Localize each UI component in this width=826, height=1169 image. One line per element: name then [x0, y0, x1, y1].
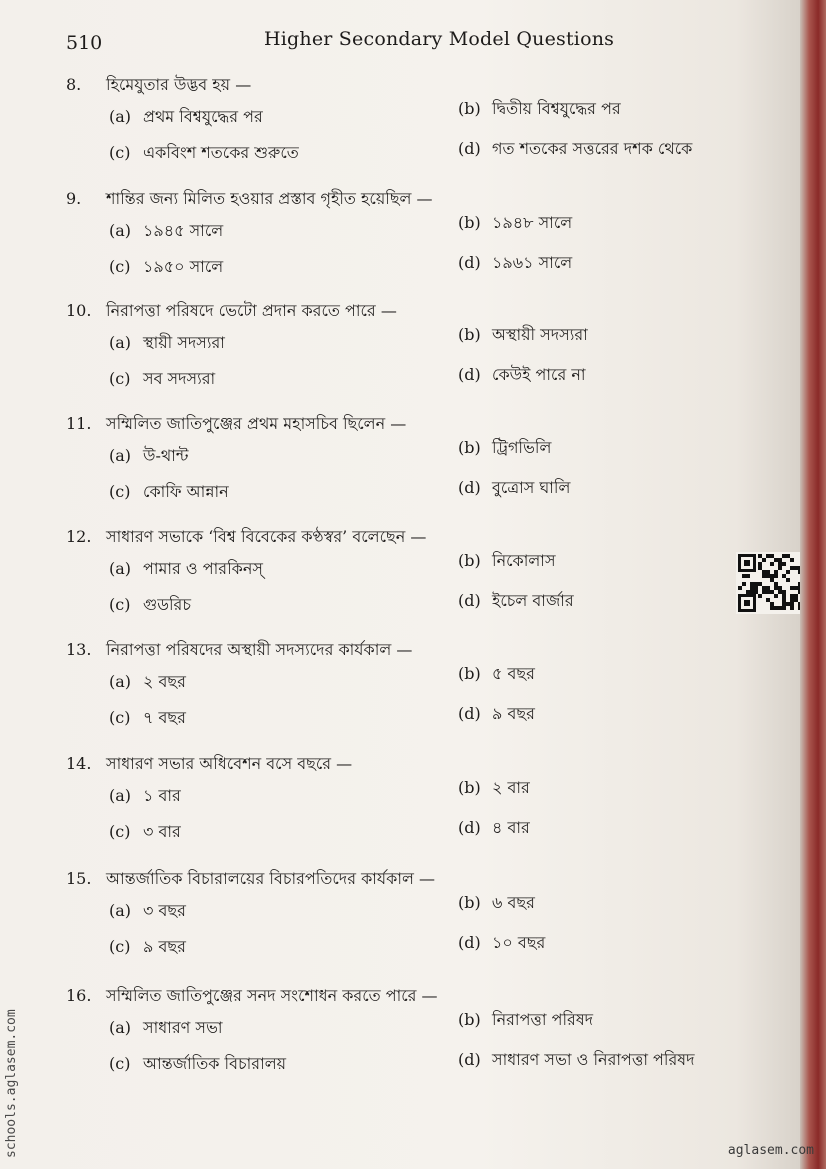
- options-grid: [66, 324, 766, 402]
- option-label: (a): [109, 333, 132, 352]
- page-header: [0, 18, 800, 58]
- option-label: (c): [109, 595, 131, 614]
- option-c: [109, 707, 186, 729]
- option-a: [109, 445, 188, 467]
- option-c: [109, 256, 223, 278]
- option-label: (a): [109, 672, 132, 691]
- option-a: [109, 785, 181, 807]
- option-label: (c): [109, 1054, 131, 1073]
- question-number: 15.: [66, 869, 92, 888]
- option-label: (b): [458, 664, 481, 683]
- option-d: [458, 138, 692, 160]
- option-a: [109, 220, 223, 242]
- option-text: ৬ বছর: [492, 893, 535, 912]
- option-text: ১৯৪৫ সালে: [143, 221, 224, 240]
- question-item: [66, 637, 766, 741]
- option-label: (b): [458, 99, 481, 118]
- option-label: (a): [109, 559, 132, 578]
- option-c: [109, 594, 191, 616]
- bottom-watermark: aglasem.com: [727, 1143, 814, 1158]
- options-grid: [66, 892, 766, 970]
- question-line: [66, 866, 766, 892]
- option-text: সাধারণ সভা: [143, 1018, 223, 1037]
- question-line: [66, 186, 766, 212]
- option-label: (b): [458, 893, 481, 912]
- question-text: আন্তর্জাতিক বিচারালয়ের বিচারপতিদের কার্যকাল —: [106, 869, 435, 888]
- question-number: 8.: [66, 75, 82, 94]
- option-d: [458, 817, 530, 839]
- question-item: [66, 983, 766, 1087]
- option-c: [109, 481, 229, 503]
- option-b: [458, 98, 621, 120]
- option-text: ৫ বছর: [492, 664, 535, 683]
- question-text: হিমেযুতার উদ্ভব হয় —: [106, 75, 252, 94]
- options-grid: [66, 212, 766, 290]
- question-text: শান্তির জন্য মিলিত হওয়ার প্রস্তাব গৃহীত হয়েছিল —: [106, 189, 433, 208]
- option-c: [109, 936, 186, 958]
- option-text: গুডরিচ: [143, 595, 191, 614]
- option-text: ২ বছর: [143, 672, 186, 691]
- option-label: (a): [109, 221, 132, 240]
- option-label: (b): [458, 325, 481, 344]
- option-a: [109, 332, 225, 354]
- option-text: ২ বার: [492, 778, 530, 797]
- option-text: স্থায়ী সদস্যরা: [143, 333, 225, 352]
- option-label: (d): [458, 704, 481, 723]
- option-text: উ-থান্ট: [143, 446, 189, 465]
- option-text: ১০ বছর: [492, 933, 546, 952]
- question-text: সম্মিলিত জাতিপুঞ্জের প্রথম মহাসচিব ছিলেন —: [106, 414, 407, 433]
- option-label: (b): [458, 1010, 481, 1029]
- question-number: 14.: [66, 754, 92, 773]
- option-text: আন্তর্জাতিক বিচারালয়: [143, 1054, 287, 1073]
- option-d: [458, 1049, 695, 1071]
- question-text: সম্মিলিত জাতিপুঞ্জের সনদ সংশোধন করতে পারে —: [106, 986, 438, 1005]
- option-d: [458, 703, 535, 725]
- option-label: (d): [458, 478, 481, 497]
- option-a: [109, 106, 263, 128]
- question-item: [66, 72, 766, 176]
- option-a: [109, 558, 263, 580]
- option-d: [458, 364, 586, 386]
- option-text: নিরাপত্তা পরিষদ: [492, 1010, 594, 1029]
- question-item: [66, 866, 766, 970]
- question-item: [66, 751, 766, 855]
- running-title: Higher Secondary Model Questions: [264, 28, 615, 50]
- option-label: (d): [458, 591, 481, 610]
- option-label: (b): [458, 213, 481, 232]
- options-grid: [66, 550, 766, 628]
- options-grid: [66, 1009, 766, 1087]
- option-label: (c): [109, 369, 131, 388]
- option-text: ৯ বছর: [143, 937, 186, 956]
- option-label: (c): [109, 937, 131, 956]
- option-text: প্রথম বিশ্বযুদ্ধের পর: [143, 107, 263, 126]
- option-text: পামার ও পারকিনস্‌: [143, 559, 263, 578]
- option-label: (a): [109, 446, 132, 465]
- option-text: সাধারণ সভা ও নিরাপত্তা পরিষদ: [492, 1050, 695, 1069]
- option-label: (c): [109, 822, 131, 841]
- option-label: (c): [109, 143, 131, 162]
- option-label: (d): [458, 365, 481, 384]
- option-label: (d): [458, 139, 481, 158]
- option-d: [458, 477, 570, 499]
- option-text: ৯ বছর: [492, 704, 535, 723]
- question-text: নিরাপত্তা পরিষদের অস্থায়ী সদস্যদের কার্যকাল —: [106, 640, 413, 659]
- option-b: [458, 663, 535, 685]
- option-text: অস্থায়ী সদস্যরা: [492, 325, 588, 344]
- option-text: নিকোলাস: [492, 551, 556, 570]
- option-b: [458, 437, 551, 459]
- option-b: [458, 1009, 593, 1031]
- question-line: [66, 983, 766, 1009]
- option-text: ৪ বার: [492, 818, 530, 837]
- question-line: [66, 298, 766, 324]
- option-c: [109, 1053, 286, 1075]
- side-watermark: schools.aglasem.com: [4, 1009, 19, 1158]
- question-text: নিরাপত্তা পরিষদে ভেটো প্রদান করতে পারে —: [106, 301, 397, 320]
- question-text: সাধারণ সভার অধিবেশন বসে বছরে —: [106, 754, 353, 773]
- option-label: (a): [109, 107, 132, 126]
- option-text: ট্রিগভিলি: [492, 438, 552, 457]
- option-text: সব সদস্যরা: [143, 369, 216, 388]
- option-label: (a): [109, 1018, 132, 1037]
- options-grid: [66, 663, 766, 741]
- option-text: ১৯৫০ সালে: [143, 257, 224, 276]
- option-label: (a): [109, 786, 132, 805]
- option-text: ১৯৬১ সালে: [492, 253, 573, 272]
- question-number: 9.: [66, 189, 82, 208]
- option-b: [458, 324, 588, 346]
- question-item: [66, 186, 766, 290]
- question-line: [66, 411, 766, 437]
- option-b: [458, 550, 556, 572]
- option-text: একবিংশ শতকের শুরুতে: [143, 143, 299, 162]
- question-number: 16.: [66, 986, 92, 1005]
- book-spine: [800, 0, 826, 1169]
- option-label: (c): [109, 708, 131, 727]
- option-label: (b): [458, 778, 481, 797]
- option-b: [458, 892, 535, 914]
- option-text: ৩ বছর: [143, 901, 186, 920]
- question-item: [66, 524, 766, 628]
- question-item: [66, 298, 766, 402]
- question-line: [66, 637, 766, 663]
- question-line: [66, 751, 766, 777]
- option-label: (d): [458, 933, 481, 952]
- question-number: 13.: [66, 640, 92, 659]
- question-number: 10.: [66, 301, 92, 320]
- options-grid: [66, 98, 766, 176]
- option-b: [458, 212, 572, 234]
- question-item: [66, 411, 766, 515]
- option-b: [458, 777, 530, 799]
- option-text: ইচেল বার্জার: [492, 591, 574, 610]
- options-grid: [66, 437, 766, 515]
- option-label: (b): [458, 551, 481, 570]
- option-d: [458, 590, 574, 612]
- option-label: (d): [458, 253, 481, 272]
- option-label: (a): [109, 901, 132, 920]
- option-text: বুত্রোস ঘালি: [492, 478, 571, 497]
- option-d: [458, 252, 572, 274]
- question-number: 12.: [66, 527, 92, 546]
- option-text: ১৯৪৮ সালে: [492, 213, 573, 232]
- option-label: (c): [109, 482, 131, 501]
- option-a: [109, 1017, 223, 1039]
- option-label: (c): [109, 257, 131, 276]
- option-label: (d): [458, 818, 481, 837]
- question-line: [66, 72, 766, 98]
- option-text: কোফি আন্নান: [143, 482, 229, 501]
- option-label: (b): [458, 438, 481, 457]
- option-text: ১ বার: [143, 786, 181, 805]
- option-text: কেউই পারে না: [492, 365, 586, 384]
- option-d: [458, 932, 545, 954]
- option-a: [109, 671, 186, 693]
- option-text: ৩ বার: [143, 822, 181, 841]
- option-a: [109, 900, 186, 922]
- question-text: সাধারণ সভাকে ‘বিশ্ব বিবেকের কণ্ঠস্বর’ বলেছেন —: [106, 527, 427, 546]
- option-text: ৭ বছর: [143, 708, 186, 727]
- option-text: গত শতকের সত্তরের দশক থেকে: [492, 139, 693, 158]
- option-text: দ্বিতীয় বিশ্বযুদ্ধের পর: [492, 99, 621, 118]
- option-c: [109, 821, 181, 843]
- option-c: [109, 142, 299, 164]
- question-number: 11.: [66, 414, 92, 433]
- options-grid: [66, 777, 766, 855]
- question-line: [66, 524, 766, 550]
- page-number: 510: [66, 32, 103, 54]
- option-label: (d): [458, 1050, 481, 1069]
- option-c: [109, 368, 215, 390]
